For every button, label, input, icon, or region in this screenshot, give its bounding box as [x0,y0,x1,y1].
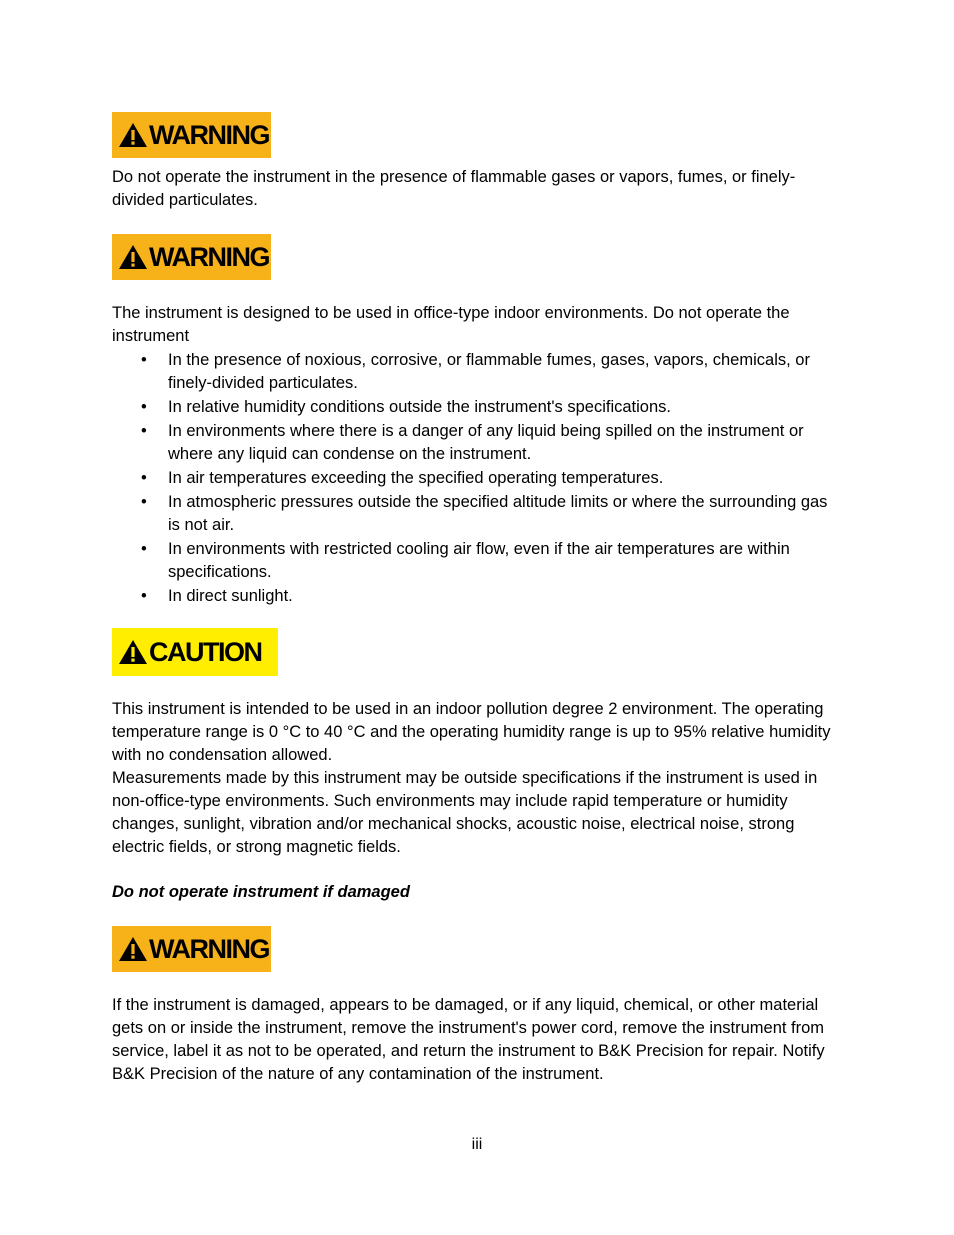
warning-label: WARNING [149,241,269,272]
list-item: • In air temperatures exceeding the specified operating temperatures. [112,467,842,490]
paragraph: Measurements made by this instrument may be outside specifications if the instrument is used in non-office-type environments. Such environments may include rapid temperature or humidity changes, sunlight, vibration and/or mechanical shocks, acoustic noise, electrical noise, strong electric fields, or strong magnetic fields. [112,769,818,856]
list-item: • In environments where there is a danger of any liquid being spilled on the instrument or where any liquid can condense on the instrument. [141,422,804,463]
damage-text [112,994,842,1086]
paragraph: If the instrument is damaged, appears to be damaged, or if any liquid, chemical, or other material gets on or inside the instrument, remove the instrument's power cord, remove the instrument from service, label it as not to be operated, and return the instrument to B&K Precision for repair. Notify B&K Precision of the nature of any contamination of the instrument. [112,996,825,1083]
warning-triangle-icon [118,936,148,962]
paragraph: The instrument is designed to be used in office-type indoor environments. Do not operate the instrument [112,304,790,345]
warning-label: WARNING [149,119,269,150]
bullet-icon: • [141,469,147,487]
environment-list [112,349,842,609]
list-item: • In the presence of noxious, corrosive, or flammable fumes, gases, vapors, chemicals, or finely-divided particulates. [141,351,810,392]
caution-text [112,698,842,859]
section-heading: Do not operate instrument if damaged [112,883,410,901]
bullet-icon: • [141,587,147,605]
list-item: • In environments with restricted cooling air flow, even if the air temperatures are within specifications. [141,540,790,581]
list-item: • In atmospheric pressures outside the specified altitude limits or where the surrounding gas is not air. [141,493,828,534]
bullet-icon: • [141,351,147,369]
warning-label: WARNING [149,933,269,964]
list-item: • In direct sunlight. [112,585,842,608]
warning-badge [112,234,271,280]
warning-badge [112,926,271,972]
caution-badge [112,628,278,676]
caution-label: CAUTION [149,636,262,667]
warning-triangle-icon [118,244,148,270]
list-item: • In relative humidity conditions outside the instrument's specifications. [112,396,842,419]
warning-triangle-icon [118,122,148,148]
bullet-icon: • [141,493,147,511]
warning-badge [112,112,271,158]
paragraph: This instrument is intended to be used in an indoor pollution degree 2 environment. The operating temperature range is 0 °C to 40 °C and the operating humidity range is up to 95% relative humidity with no condensation allowed. [112,700,831,764]
environment-intro [112,302,842,348]
caution-triangle-icon [118,639,148,665]
bullet-icon: • [141,540,147,558]
bullet-icon: • [141,422,147,440]
warning-text-1 [112,166,842,212]
bullet-icon: • [141,398,147,416]
page-number: iii [471,1136,483,1153]
paragraph: Do not operate the instrument in the presence of flammable gases or vapors, fumes, or finely-divided particulates. [112,168,796,209]
